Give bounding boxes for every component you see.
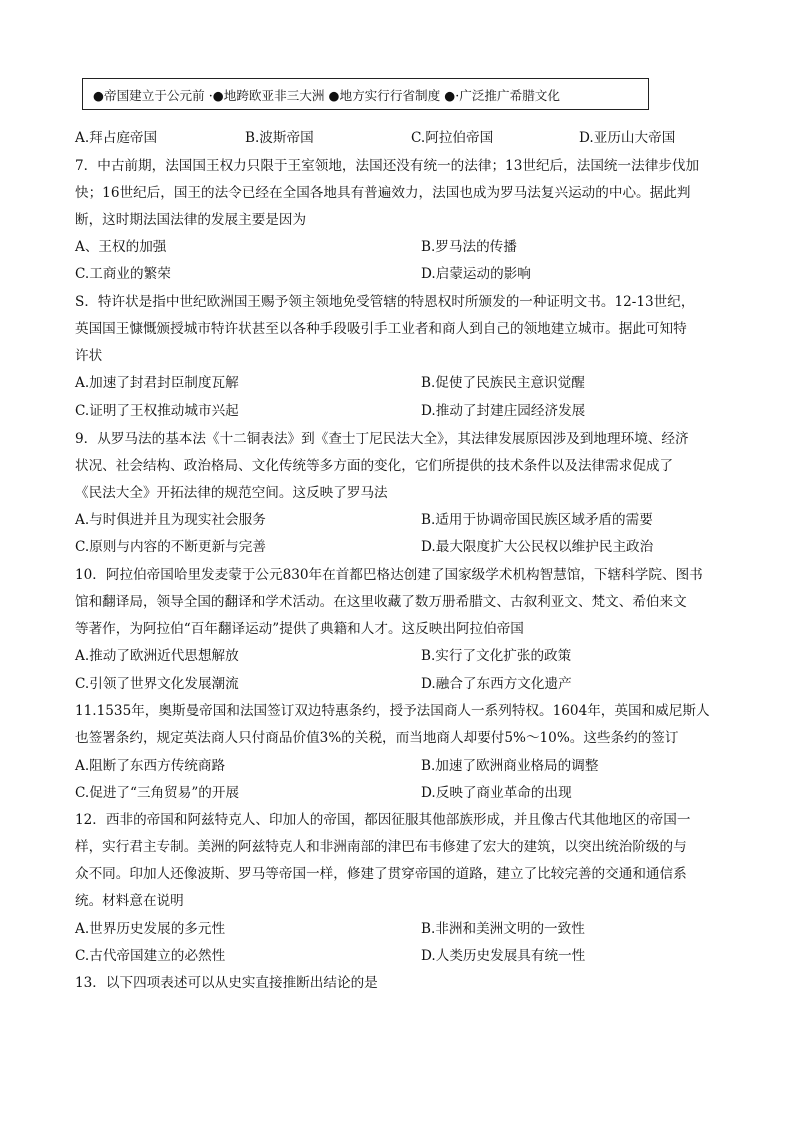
q9-line-1: 9．从罗马法的基本法《十二铜表法》到《查士丁尼民法大全》，其法律发展原因涉及到地理环境、经济 (75, 431, 689, 447)
q8-option-a: A.加速了封君封臣制度瓦解 (75, 375, 239, 391)
q7-line-1: 7．中古前期，法国国王权力只限于王室领地，法国还没有统一的法律；13世纪后，法国统一法律步伐加 (75, 158, 700, 174)
q9-option-c: C.原则与内容的不断更新与完善 (75, 539, 266, 555)
q9-line-3: 《民法大全》开拓法律的规范空间。这反映了罗马法 (75, 485, 388, 501)
q6-info-box (82, 78, 649, 110)
q8-option-c: C.证明了王权推动城市兴起 (75, 403, 239, 419)
q13-line-1: 13．以下四项表述可以从史实直接推断出结论的是 (75, 975, 378, 991)
q10-line-1: 10．阿拉伯帝国哈里发麦蒙于公元830年在首都巴格达创建了国家级学术机构智慧馆，下辖科学院、图书 (75, 567, 703, 583)
q8-option-b: B.促使了民族民主意识觉醒 (421, 375, 585, 391)
q6-option-a: A.拜占庭帝国 (75, 130, 158, 146)
q10-option-d: D.融合了东西方文化遗产 (421, 676, 572, 692)
q8-line-2: 英国国王慷慨颁授城市特许状甚至以各种手段吸引手工业者和商人到自己的领地建立城市。据此可知特 (75, 321, 687, 337)
q12-line-1: 12．西非的帝国和阿兹特克人、印加人的帝国，都因征服其他部族形成，并且像古代其他地区的帝国一 (75, 812, 691, 828)
q10-option-c: C.引领了世界文化发展潮流 (75, 676, 239, 692)
q9-option-d: D.最大限度扩大公民权以维护民主政治 (421, 539, 654, 555)
q7-option-d: D.启蒙运动的影响 (421, 266, 531, 282)
q9-option-b: B.适用于协调帝国民族区域矛盾的需要 (421, 512, 653, 528)
q12-option-b: B.非洲和美洲文明的一致性 (421, 921, 585, 937)
q10-option-b: B.实行了文化扩张的政策 (421, 648, 572, 664)
q7-option-a: A、王权的加强 (75, 239, 167, 255)
q8-line-3: 许状 (75, 348, 103, 364)
q12-option-a: A.世界历史发展的多元性 (75, 921, 226, 937)
q11-option-c: C.促进了“三角贸易”的开展 (75, 785, 240, 801)
q11-line-2: 也签署条约，规定英法商人只付商品价值3%的关税，而当地商人却要付5%～10%。这些条约的签订 (75, 730, 679, 746)
q12-line-2: 样，实行君主专制。美洲的阿兹特克人和非洲南部的津巴布韦修建了宏大的建筑，以突出统治阶级的与 (75, 839, 687, 855)
q6-box-text: ●帝国建立于公元前 ·●地跨欧亚非三大洲 ●地方实行行省制度 ●·广泛推广希腊文化 (93, 87, 560, 103)
q9-option-a: A.与时俱进并且为现实社会服务 (75, 512, 266, 528)
q12-line-4: 统。材料意在说明 (75, 893, 184, 909)
q9-line-2: 状况、社会结构、政治格局、文化传统等多方面的变化，它们所提供的技术条件以及法律需求促成了 (75, 458, 674, 474)
q11-option-d: D.反映了商业革命的出现 (421, 785, 572, 801)
q8-option-d: D.推动了封建庄园经济发展 (421, 403, 586, 419)
q11-line-1: 11.1535年，奥斯曼帝国和法国签订双边特惠条约，授予法国商人一系列特权。1604年，英国和威尼斯人 (75, 703, 710, 719)
q7-line-2: 快；16世纪后，国王的法令已经在全国各地具有普遍效力，法国也成为罗马法复兴运动的中心。据此判 (75, 185, 691, 201)
q10-option-a: A.推动了欧洲近代思想解放 (75, 648, 239, 664)
q12-line-3: 众不同。印加人还像波斯、罗马等帝国一样，修建了贯穿帝国的道路，建立了比较完善的交通和通信系 (75, 866, 687, 882)
q10-line-3: 等著作，为阿拉伯“百年翻译运动”提供了典籍和人才。这反映出阿拉伯帝国 (75, 621, 524, 637)
q7-option-c: C.工商业的繁荣 (75, 266, 171, 282)
q11-option-b: B.加速了欧洲商业格局的调整 (421, 758, 599, 774)
q10-line-2: 馆和翻译局，领导全国的翻译和学术活动。在这里收藏了数万册希腊文、古叙利亚文、梵文、希伯来文 (75, 594, 687, 610)
q11-option-a: A.阻断了东西方传统商路 (75, 758, 226, 774)
q8-line-1: S．特许状是指中世纪欧洲国王赐予领主领地免受管辖的特恩权时所颁发的一种证明文书。12-13世纪， (75, 294, 695, 310)
q6-option-c: C.阿拉伯帝国 (411, 130, 494, 146)
q12-option-d: D.人类历史发展具有统一性 (421, 948, 586, 964)
q7-option-b: B.罗马法的传播 (421, 239, 517, 255)
q7-line-3: 断，这时期法国法律的发展主要是因为 (75, 212, 307, 228)
q6-option-b: B.波斯帝国 (245, 130, 314, 146)
q6-option-d: D.亚历山大帝国 (579, 130, 676, 146)
q12-option-c: C.古代帝国建立的必然性 (75, 948, 226, 964)
